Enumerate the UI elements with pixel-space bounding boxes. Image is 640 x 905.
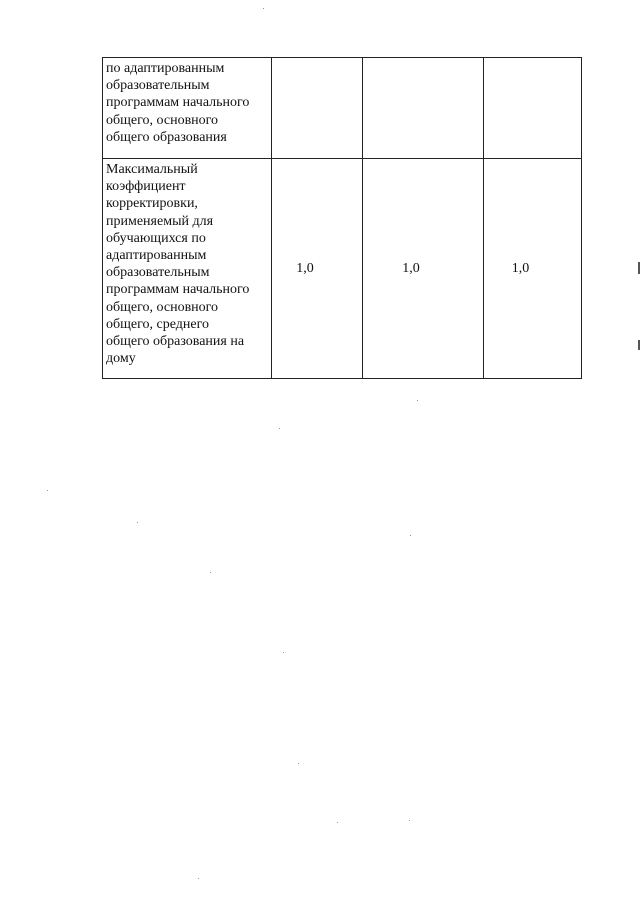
value-cell [272,58,363,159]
scan-speck [263,8,264,9]
scan-speck [198,878,199,879]
table-row [103,58,582,159]
cell-value: 1,0 [296,260,314,276]
value-cell [272,159,363,379]
row-label-line: образовательным [106,78,210,94]
scan-speck [337,822,338,823]
row-label-line: адаптированным [106,248,207,264]
row-label-line: дому [106,351,136,367]
scan-speck [47,490,48,491]
row-label-line: корректировки, [106,196,198,212]
row-label-line: по адаптированным [106,61,225,76]
row-label-line: Максимальный [106,162,198,177]
scan-speck [279,428,280,429]
value-cell [363,159,484,379]
cell-value: 1,0 [511,260,530,276]
row-label-line: общего, основного [106,112,219,128]
coefficient-table [102,57,582,379]
value-cell [484,159,582,379]
row-label-line: общего образования на [106,334,245,350]
scan-speck [298,763,299,764]
row-label-line: коэффициент [106,179,186,195]
row-label-line: обучающихся по [106,230,206,246]
table-row [103,159,582,379]
row-label-line: программам начального [106,282,250,298]
row-label-line: программам начального [106,95,250,111]
row-label-line: применяемый для [106,213,214,229]
row-label-line: общего образования [106,129,227,145]
value-cell [484,58,582,159]
cell-value: 1,0 [402,260,420,276]
row-label-line: общего, среднего [106,316,209,332]
row-label-line: общего, основного [106,299,219,315]
scan-speck [417,400,418,401]
scan-speck [410,535,411,536]
row-label-cell [103,58,272,159]
scan-speck [283,652,284,653]
scan-speck [210,572,211,573]
scan-speck [137,522,138,523]
row-label-line: образовательным [106,265,210,281]
row-label-cell [103,159,272,379]
value-cell [363,58,484,159]
scan-speck [409,820,410,821]
